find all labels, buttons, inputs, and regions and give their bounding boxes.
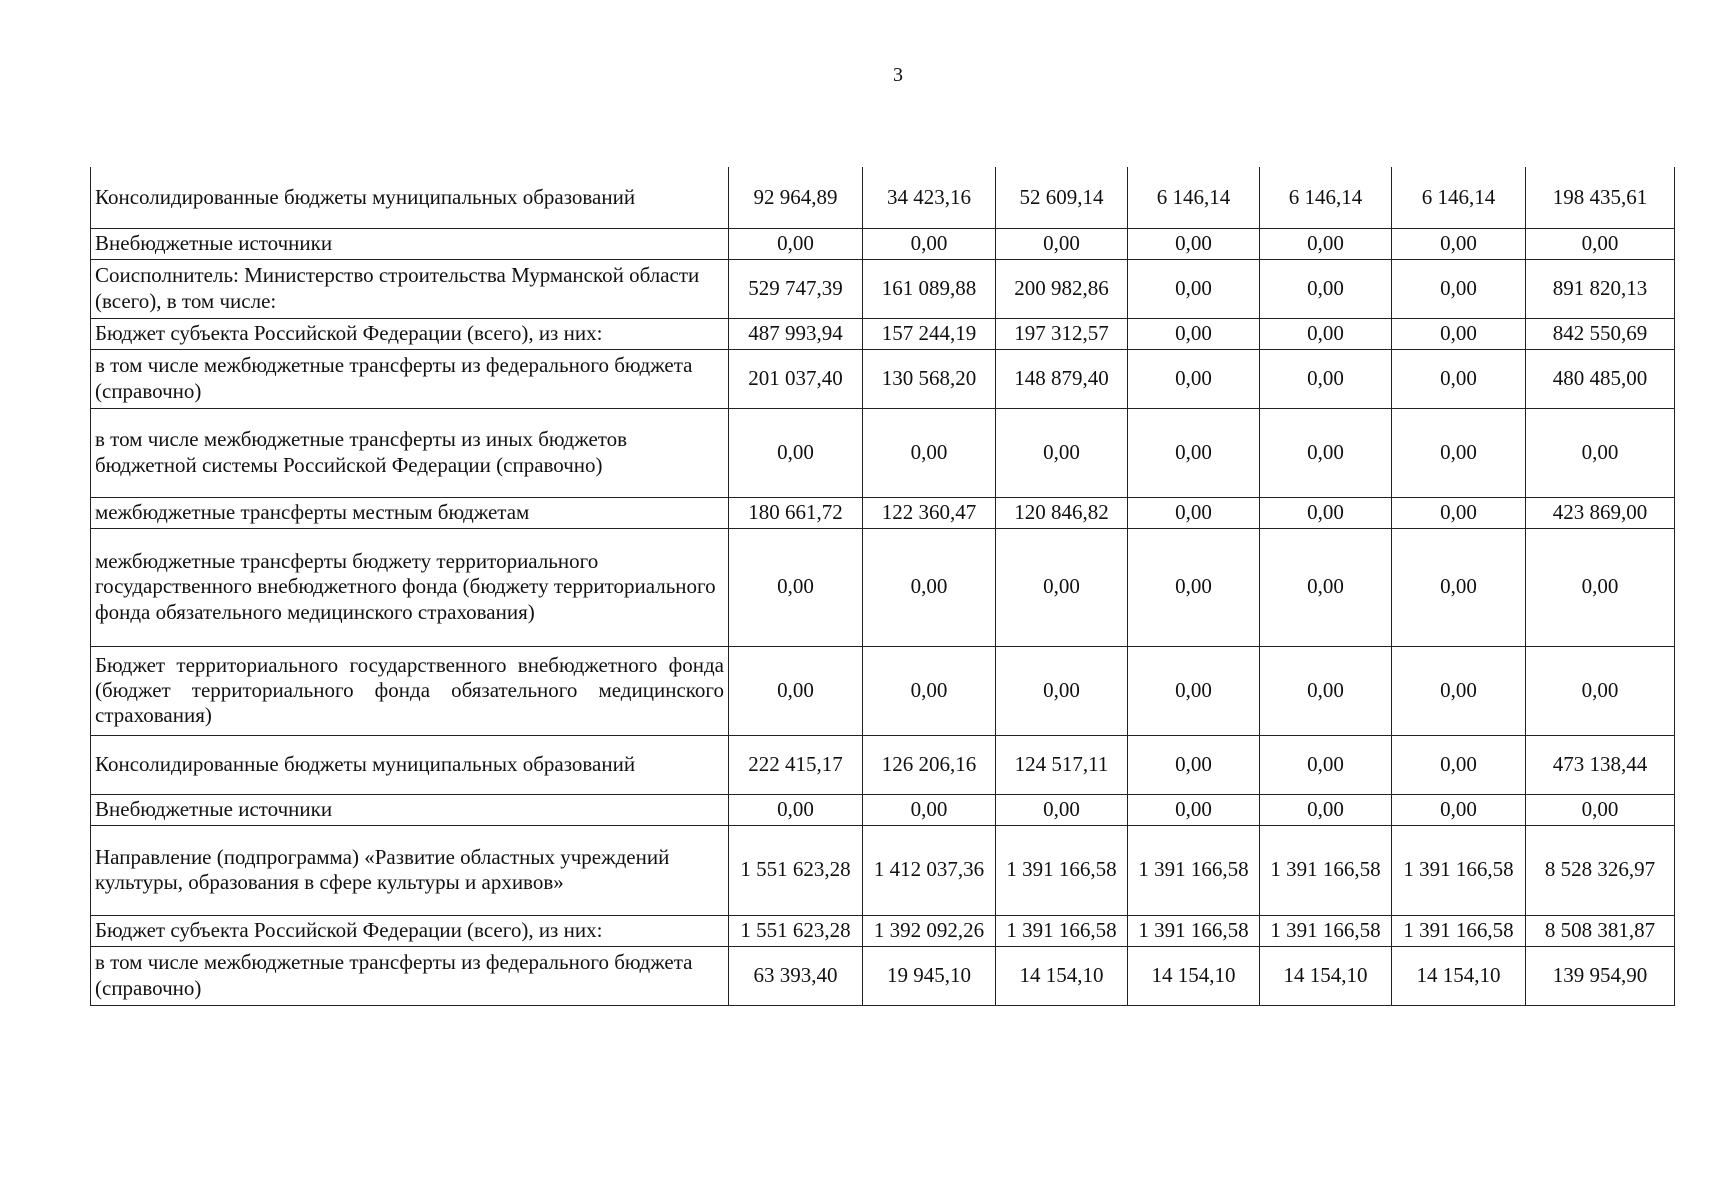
value-cell: 0,00 [1392,528,1526,646]
total-cell: 891 820,13 [1526,259,1675,318]
row-label: Консолидированные бюджеты муниципальных образований [91,735,729,794]
table-row [91,825,1675,915]
value-cell: 161 089,88 [863,259,996,318]
total-cell: 0,00 [1526,646,1675,735]
value-cell: 0,00 [1260,794,1392,825]
value-cell: 14 154,10 [1392,946,1526,1005]
row-label: в том числе межбюджетные трансферты из иных бюджетов бюджетной системы Российской Федерации (справочно) [91,408,729,497]
value-cell: 180 661,72 [729,497,863,528]
total-cell: 198 435,61 [1526,167,1675,228]
value-cell: 52 609,14 [996,167,1128,228]
value-cell: 201 037,40 [729,349,863,408]
table-row [91,946,1675,1005]
value-cell: 0,00 [1260,408,1392,497]
table-row [91,318,1675,349]
value-cell: 0,00 [1392,735,1526,794]
row-label: в том числе межбюджетные трансферты из федерального бюджета (справочно) [91,349,729,408]
row-label: межбюджетные трансферты бюджету территориального государственного внебюджетного фонда (бюджету территориального фонда обязательного медицинского страхования) [91,528,729,646]
total-cell: 8 528 326,97 [1526,825,1675,915]
table-row [91,646,1675,735]
row-label: Бюджет субъекта Российской Федерации (всего), из них: [91,915,729,946]
value-cell: 529 747,39 [729,259,863,318]
value-cell: 487 993,94 [729,318,863,349]
value-cell: 34 423,16 [863,167,996,228]
value-cell: 0,00 [1128,408,1260,497]
value-cell: 14 154,10 [1260,946,1392,1005]
value-cell: 0,00 [996,408,1128,497]
table-row [91,794,1675,825]
table-row [91,408,1675,497]
total-cell: 473 138,44 [1526,735,1675,794]
value-cell: 6 146,14 [1128,167,1260,228]
total-cell: 842 550,69 [1526,318,1675,349]
value-cell: 0,00 [1128,228,1260,259]
total-cell: 480 485,00 [1526,349,1675,408]
table-row [91,349,1675,408]
value-cell: 130 568,20 [863,349,996,408]
total-cell: 423 869,00 [1526,497,1675,528]
row-label: Консолидированные бюджеты муниципальных образований [91,167,729,228]
value-cell: 0,00 [729,646,863,735]
value-cell: 0,00 [1128,646,1260,735]
value-cell: 0,00 [1128,259,1260,318]
value-cell: 0,00 [1128,794,1260,825]
value-cell: 0,00 [1392,794,1526,825]
value-cell: 0,00 [729,228,863,259]
value-cell: 6 146,14 [1260,167,1392,228]
value-cell: 0,00 [863,528,996,646]
value-cell: 0,00 [1392,349,1526,408]
row-label: Направление (подпрограмма) «Развитие областных учреждений культуры, образования в сфере культуры и архивов» [91,825,729,915]
value-cell: 1 391 166,58 [1392,915,1526,946]
value-cell: 6 146,14 [1392,167,1526,228]
total-cell: 8 508 381,87 [1526,915,1675,946]
value-cell: 19 945,10 [863,946,996,1005]
row-label: Внебюджетные источники [91,228,729,259]
value-cell: 0,00 [863,794,996,825]
value-cell: 63 393,40 [729,946,863,1005]
value-cell: 0,00 [1260,735,1392,794]
budget-table [90,167,1675,1006]
value-cell: 0,00 [996,228,1128,259]
row-label: Соисполнитель: Министерство строительства Мурманской области (всего), в том числе: [91,259,729,318]
row-label: Бюджет субъекта Российской Федерации (всего), из них: [91,318,729,349]
value-cell: 0,00 [1128,735,1260,794]
row-label: Внебюджетные источники [91,794,729,825]
table-row [91,915,1675,946]
value-cell: 0,00 [1260,318,1392,349]
value-cell: 0,00 [1392,408,1526,497]
value-cell: 0,00 [996,794,1128,825]
total-cell: 139 954,90 [1526,946,1675,1005]
value-cell: 200 982,86 [996,259,1128,318]
value-cell: 0,00 [729,794,863,825]
value-cell: 0,00 [1128,497,1260,528]
value-cell: 92 964,89 [729,167,863,228]
value-cell: 1 551 623,28 [729,825,863,915]
value-cell: 0,00 [729,408,863,497]
value-cell: 124 517,11 [996,735,1128,794]
page-number: 3 [893,64,903,86]
value-cell: 0,00 [1260,497,1392,528]
value-cell: 0,00 [1260,259,1392,318]
value-cell: 148 879,40 [996,349,1128,408]
value-cell: 157 244,19 [863,318,996,349]
value-cell: 14 154,10 [1128,946,1260,1005]
value-cell: 1 391 166,58 [1128,825,1260,915]
value-cell: 14 154,10 [996,946,1128,1005]
row-label: в том числе межбюджетные трансферты из федерального бюджета (справочно) [91,946,729,1005]
value-cell: 0,00 [1392,228,1526,259]
value-cell: 0,00 [1260,528,1392,646]
value-cell: 1 391 166,58 [1260,825,1392,915]
table-row [91,735,1675,794]
value-cell: 1 391 166,58 [1392,825,1526,915]
value-cell: 0,00 [1392,646,1526,735]
value-cell: 1 392 092,26 [863,915,996,946]
value-cell: 1 551 623,28 [729,915,863,946]
value-cell: 1 391 166,58 [996,915,1128,946]
value-cell: 0,00 [863,646,996,735]
value-cell: 0,00 [1260,228,1392,259]
value-cell: 0,00 [996,528,1128,646]
table-row [91,497,1675,528]
value-cell: 0,00 [1128,528,1260,646]
value-cell: 0,00 [1260,349,1392,408]
value-cell: 1 391 166,58 [1260,915,1392,946]
value-cell: 1 391 166,58 [1128,915,1260,946]
total-cell: 0,00 [1526,228,1675,259]
row-label: межбюджетные трансферты местным бюджетам [91,497,729,528]
value-cell: 0,00 [1392,318,1526,349]
value-cell: 0,00 [863,228,996,259]
value-cell: 222 415,17 [729,735,863,794]
value-cell: 1 391 166,58 [996,825,1128,915]
budget-table-body [91,167,1675,1005]
value-cell: 0,00 [729,528,863,646]
total-cell: 0,00 [1526,528,1675,646]
value-cell: 197 312,57 [996,318,1128,349]
value-cell: 0,00 [1128,318,1260,349]
table-row [91,228,1675,259]
value-cell: 122 360,47 [863,497,996,528]
value-cell: 0,00 [863,408,996,497]
value-cell: 120 846,82 [996,497,1128,528]
value-cell: 126 206,16 [863,735,996,794]
table-row [91,259,1675,318]
total-cell: 0,00 [1526,794,1675,825]
row-label: Бюджет территориального государственного внебюджетного фонда (бюджет территориального фонда обязательного медицинского страхования) [91,646,729,735]
value-cell: 0,00 [996,646,1128,735]
value-cell: 0,00 [1128,349,1260,408]
value-cell: 0,00 [1392,259,1526,318]
value-cell: 0,00 [1392,497,1526,528]
value-cell: 0,00 [1260,646,1392,735]
value-cell: 1 412 037,36 [863,825,996,915]
table-row [91,167,1675,228]
total-cell: 0,00 [1526,408,1675,497]
table-row [91,528,1675,646]
